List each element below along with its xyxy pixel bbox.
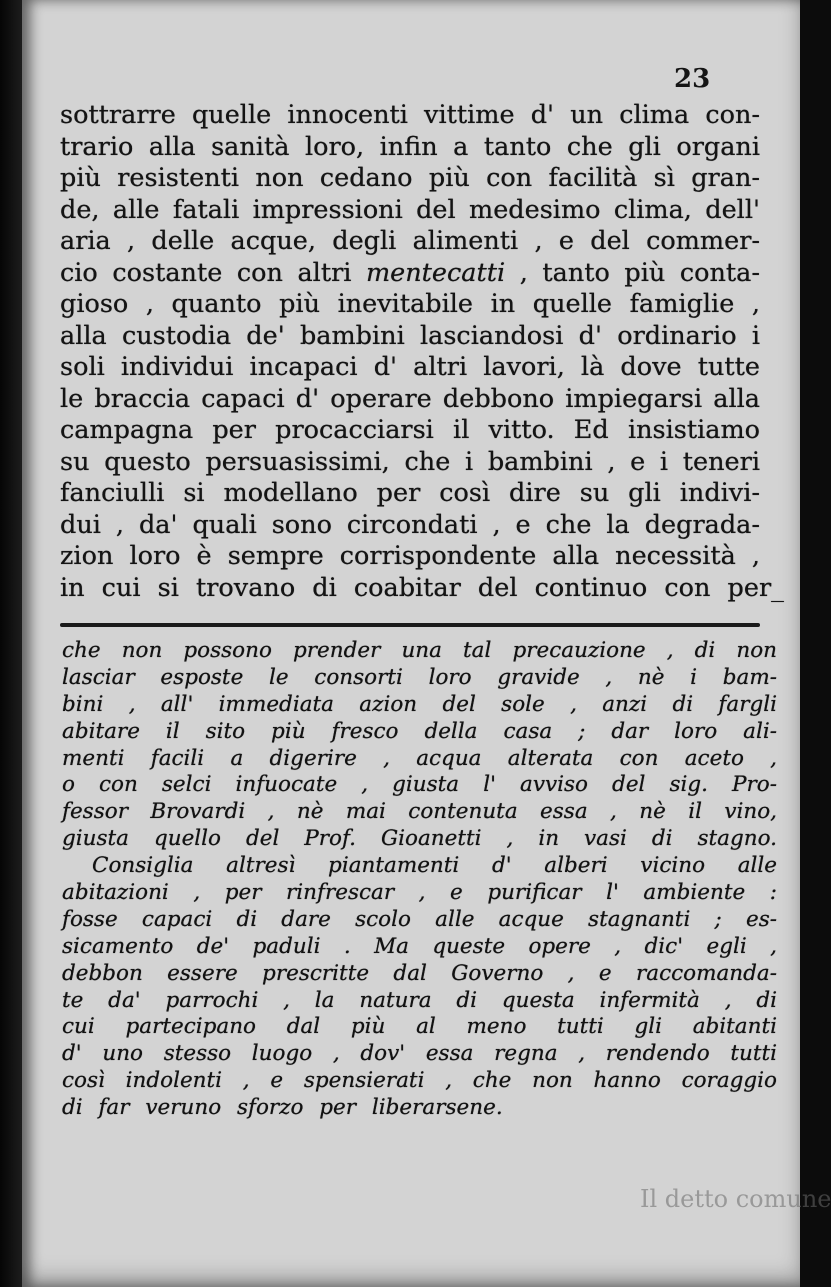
main_lines-line	[60, 510, 760, 542]
footnote_lines-line	[62, 638, 782, 665]
footnote_lines-line	[62, 746, 782, 773]
main_lines-line	[60, 478, 760, 510]
main_lines-line-text: de, alle fatali impressioni del medesimo clima, dell'	[60, 194, 760, 225]
main-text-body	[60, 100, 784, 604]
main_lines-line-text: trario alla sanità loro, infin a tanto che gli organi	[60, 131, 760, 162]
footnote_lines-line	[62, 772, 782, 799]
footnote_lines-line	[62, 719, 782, 746]
main_lines-line	[60, 100, 760, 132]
main_lines-line-text: sottrarre quelle innocenti vittime d' un clima con-	[60, 100, 760, 130]
footnote_lines-line	[62, 853, 782, 880]
main_lines-line-text: gioso , quanto più inevitabile in quelle famiglie ,	[60, 289, 760, 319]
footnote_lines-line	[62, 665, 782, 692]
main_lines-line	[60, 321, 760, 353]
footnote_lines-line-text: sicamento de' paduli . Ma queste opere , dic' egli ,	[62, 933, 777, 959]
footnote_lines-line	[62, 961, 782, 988]
main_lines-line	[60, 195, 760, 227]
footnote-body	[62, 638, 782, 1122]
main_lines-line-italic-word: mentecatti	[365, 257, 506, 288]
main_lines-line	[60, 415, 760, 447]
footnote_lines-line	[62, 934, 782, 961]
book-gutter	[0, 0, 22, 1287]
main_lines-line-text: più resistenti non cedano più con facilità sì gran-	[60, 163, 760, 193]
main_lines-line-text: aria , delle acque, degli alimenti , e del commer-	[60, 226, 760, 256]
main_lines-line	[60, 258, 760, 290]
main_lines-line	[60, 163, 760, 195]
footnote_lines-line-text: così indolenti , e spensierati , che non hanno coraggio	[62, 1068, 777, 1094]
bleed-through-text: Il detto comune	[640, 1185, 831, 1213]
main_lines-line	[60, 447, 760, 479]
footnote_lines-line	[62, 1095, 782, 1122]
footnote_lines-line	[62, 1068, 782, 1095]
main_lines-line	[60, 352, 760, 384]
main_lines-line-segment: cio costante con altri	[60, 257, 366, 288]
main_lines-line	[60, 384, 760, 416]
footnote_lines-line	[62, 988, 782, 1015]
footnote_lines-line	[62, 907, 782, 934]
footnote_lines-line-text: bini , all' immediata azion del sole , anzi di fargli	[62, 691, 777, 717]
footnote_lines-line-text: che non possono prender una tal precauzione , di non	[62, 638, 777, 663]
main_lines-line-text: soli individui incapaci d' altri lavori, là dove tutte	[60, 352, 760, 382]
main_lines-line	[60, 289, 760, 321]
main_lines-line-text: le braccia capaci d' operare debbono impiegarsi alla	[60, 383, 760, 414]
main_lines-line-text: in cui si trovano di coabitar del continuo con per_	[60, 572, 784, 603]
main_lines-line	[60, 132, 760, 164]
footnote_lines-line-text: menti facili a digerire , acqua alterata con aceto ,	[62, 745, 777, 771]
footnote_lines-line	[62, 1014, 782, 1041]
page-number: 23	[674, 64, 711, 94]
main_lines-line-segment: , tanto più conta-	[505, 257, 761, 288]
footnote_lines-line	[62, 692, 782, 719]
main_lines-line-text: dui , da' quali sono circondati , e che la degrada-	[60, 509, 760, 540]
footnote_lines-line-text: cui partecipano dal più al meno tutti gli abitanti	[62, 1014, 777, 1040]
main_lines-line-text: zion loro è sempre corrispondente alla necessità ,	[60, 541, 760, 571]
footnote_lines-line-text: d' uno stesso luogo , dov' essa regna , rendendo tutti	[62, 1041, 777, 1067]
footnote_lines-line-text: lasciar esposte le consorti loro gravide , nè i bam-	[62, 664, 777, 690]
footnote_lines-line	[62, 826, 782, 853]
footnote-separator-rule	[60, 623, 760, 627]
footnote_lines-line-text: debbon essere prescritte dal Governo , e raccomanda-	[62, 960, 777, 986]
footnote_lines-line-text: abitare il sito più fresco della casa ; dar loro ali-	[62, 718, 777, 744]
footnote_lines-line-text: te da' parrochi , la natura di questa infermità , di	[62, 987, 777, 1013]
footnote_lines-line-text: o con selci infuocate , giusta l' avviso del sig. Pro-	[62, 772, 777, 798]
footnote_lines-line-text: fosse capaci di dare scolo alle acque stagnanti ; es-	[62, 906, 777, 932]
main_lines-line	[60, 226, 760, 258]
footnote_lines-line	[62, 1041, 782, 1068]
footnote_lines-line	[62, 799, 782, 826]
footnote_lines-line-text: fessor Brovardi , nè mai contenuta essa , nè il vino,	[62, 799, 777, 825]
footnote_lines-line-text: giusta quello del Prof. Gioanetti , in vasi di stagno.	[62, 826, 777, 852]
main_lines-line	[60, 572, 784, 605]
main_lines-line-text: campagna per procacciarsi il vitto. Ed insistiamo	[60, 415, 760, 445]
footnote_lines-line-text: Consiglia altresì piantamenti d' alberi vicino alle	[92, 853, 777, 879]
footnote_lines-line-text: di far veruno sforzo per liberarsene.	[62, 1095, 503, 1121]
main_lines-line-text: alla custodia de' bambini lasciandosi d' ordinario i	[60, 320, 760, 351]
footnote_lines-line-text: abitazioni , per rinfrescar , e purificar l' ambiente :	[62, 880, 777, 906]
main_lines-line	[60, 541, 760, 573]
footnote_lines-line	[62, 880, 782, 907]
main_lines-line-text: fanciulli si modellano per così dire su gli indivi-	[60, 478, 760, 508]
main_lines-line-text: su questo persuasissimi, che i bambini , e i teneri	[60, 446, 760, 477]
